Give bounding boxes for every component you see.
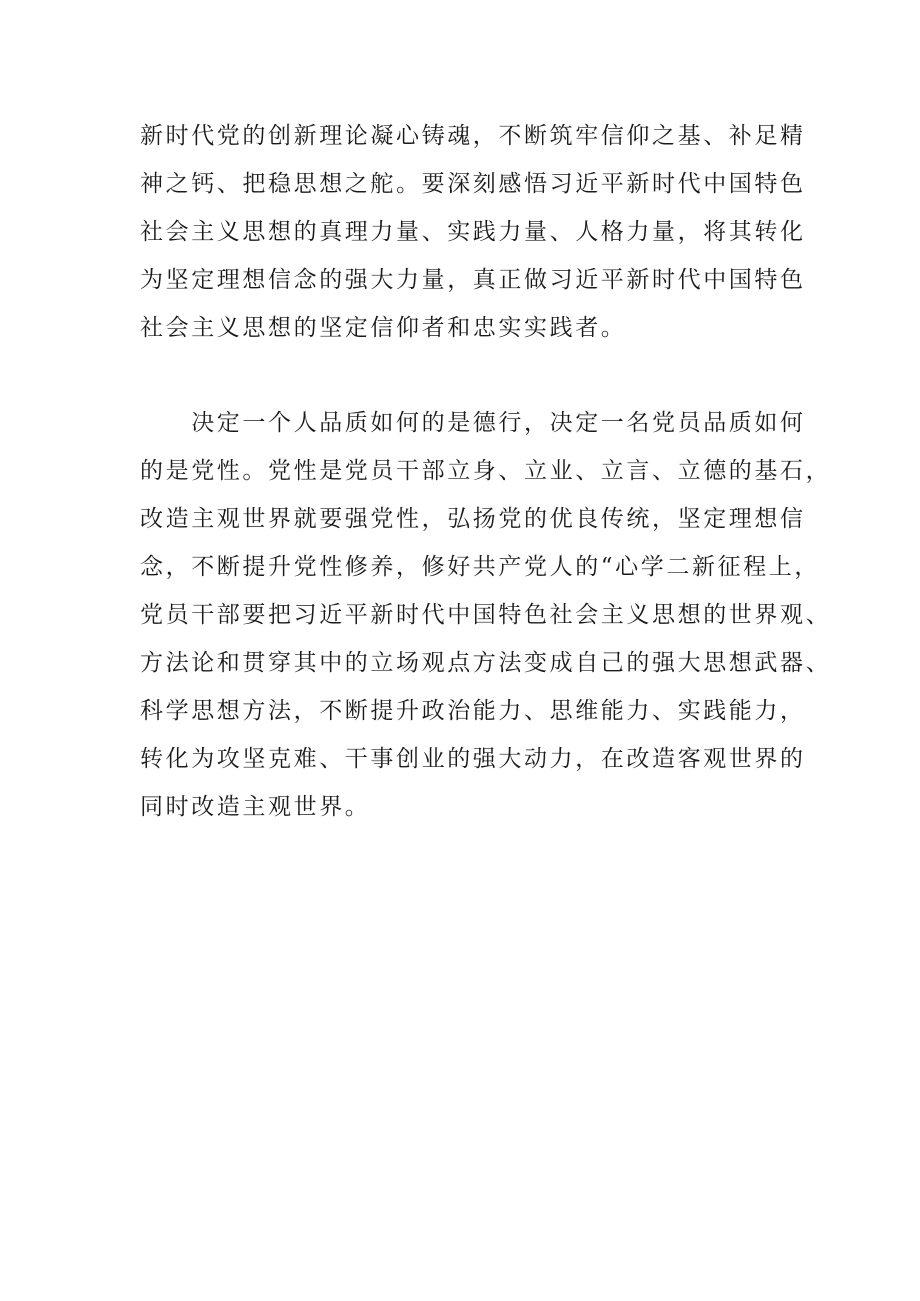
text-line: 转化为攻坚克难、干事创业的强大动力，在改造客观世界的 xyxy=(140,746,806,772)
text-line: 决定一个人品质如何的是德行，决定一名党员品质如何 xyxy=(140,410,806,436)
text-line: 党员干部要把习近平新时代中国特色社会主义思想的世界观、 xyxy=(140,602,832,628)
text-line: 的是党性。党性是党员干部立身、立业、立言、立德的基石， xyxy=(140,458,832,484)
text-line: 神之钙、把稳思想之舵。要深刻感悟习近平新时代中国特色 xyxy=(140,171,806,197)
paragraph-2 xyxy=(140,399,832,831)
text-line: 方法论和贯穿其中的立场观点方法变成自己的强大思想武器、 xyxy=(140,650,832,676)
paragraph-1 xyxy=(140,112,806,352)
text-line: 改造主观世界就要强党性，弘扬党的优良传统，坚定理想信 xyxy=(140,506,806,532)
text-line: 科学思想方法，不断提升政治能力、思维能力、实践能力， xyxy=(140,698,806,724)
text-line: 新时代党的创新理论凝心铸魂，不断筑牢信仰之基、补足精 xyxy=(140,123,806,149)
text-line: 为坚定理想信念的强大力量，真正做习近平新时代中国特色 xyxy=(140,267,806,293)
text-line: 社会主义思想的坚定信仰者和忠实实践者。 xyxy=(140,315,627,341)
text-line: 社会主义思想的真理力量、实践力量、人格力量，将其转化 xyxy=(140,219,806,245)
text-line: 念，不断提升党性修养，修好共产党人的“心学二新征程上， xyxy=(140,554,820,580)
text-line: 同时改造主观世界。 xyxy=(140,794,371,820)
